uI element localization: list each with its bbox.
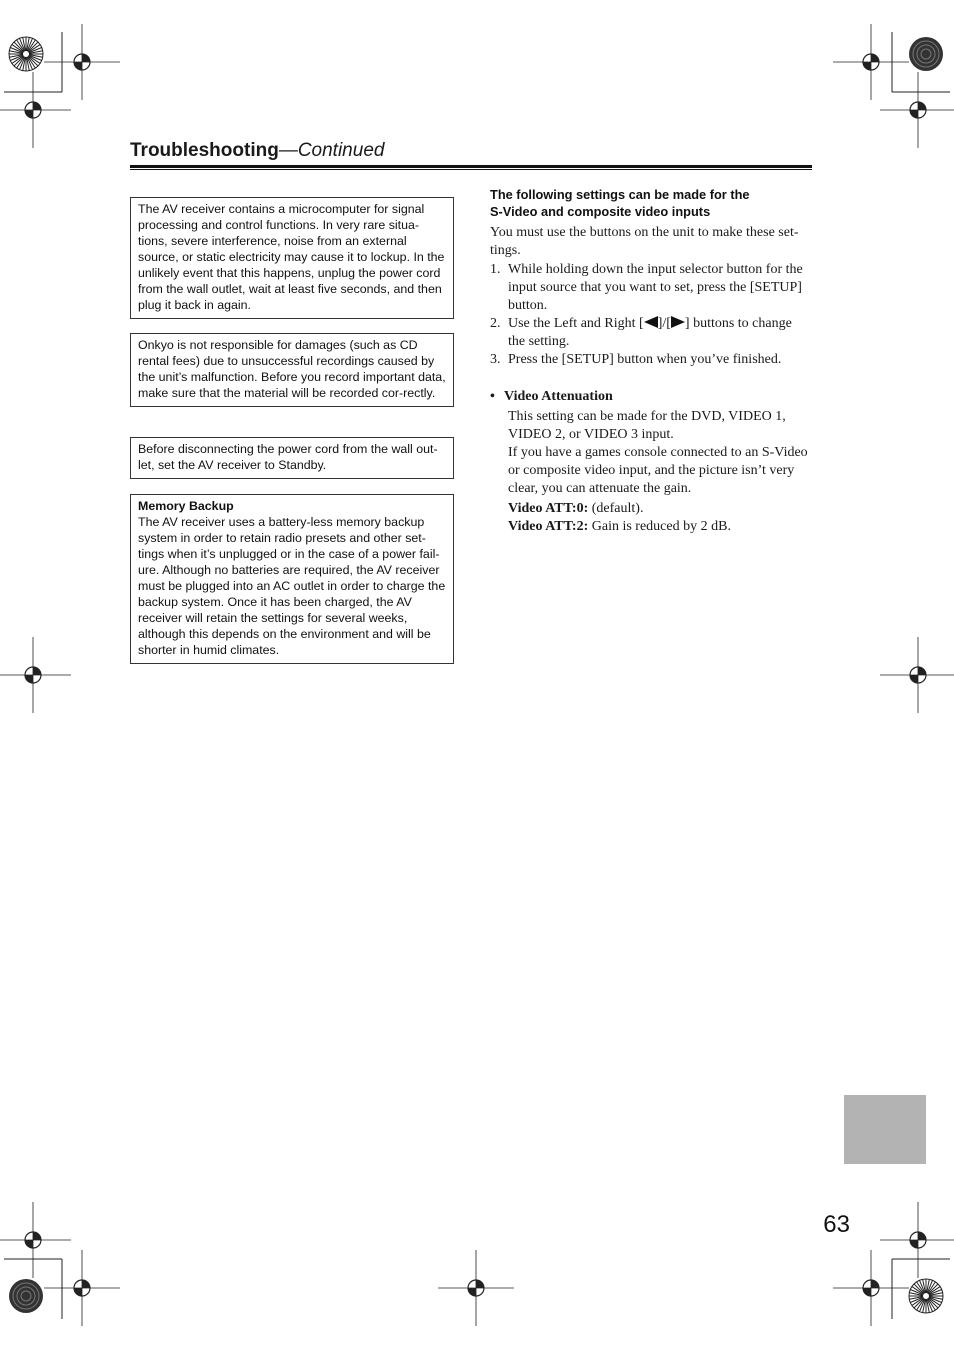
section-heading-line2: S-Video and composite video inputs [490, 204, 711, 219]
option-desc: (default). [588, 501, 644, 516]
page-header [130, 138, 812, 164]
section-intro: You must use the buttons on the unit to make these set-tings. [490, 225, 799, 258]
option-row [490, 500, 812, 518]
section-heading [490, 186, 812, 220]
step-text: Press the [SETUP] button when you’ve finished. [508, 352, 782, 367]
notice-text: Before disconnecting the power cord from the wall out-let, set the AV receiver to Standby. [138, 442, 438, 472]
step-number: 1. [490, 262, 501, 277]
option-desc: Gain is reduced by 2 dB. [588, 519, 731, 534]
header-rule-thin [130, 169, 812, 170]
step-text-before: Use the Left and Right [ [508, 316, 644, 331]
option-label: Video ATT:2: [508, 519, 589, 534]
memory-backup-text: The AV receiver uses a battery-less memory backup system in order to retain radio presets and other set-tings when it’s unplugged or in the case of a power fail-ure. Although no batteries are required, the AV receiver must be plugged into an AC outlet in order to charge the backup system. Once it has been charged, the AV receiver will retain the settings for several weeks, although this depends on the environment and will be shorter in humid climates. [138, 515, 446, 657]
option-row [490, 518, 812, 536]
page-number: 63 [823, 1211, 850, 1238]
step-text-after: ] buttons to change the setting. [508, 316, 792, 349]
step-item [490, 315, 812, 351]
page-title [130, 138, 812, 164]
section-tab [844, 1095, 926, 1164]
section-heading-line1: The following settings can be made for the [490, 187, 750, 202]
bullet-video-attenuation [490, 388, 812, 406]
title-continued: —Continued [278, 140, 385, 161]
title-main: Troubleshooting [130, 140, 279, 161]
bullet-para2: If you have a games console connected to an S-Video or composite video input, and the picture isn’t very clear, you can attenuate the gain. [508, 445, 808, 496]
notice-box-microcomputer [130, 197, 454, 319]
memory-backup-title: Memory Backup [138, 499, 234, 513]
bullet-para1: This setting can be made for the DVD, VIDEO 1, VIDEO 2, or VIDEO 3 input. [508, 409, 786, 442]
header-rule [130, 165, 812, 168]
step-item [490, 351, 812, 369]
step-item [490, 261, 812, 315]
notice-box-disconnect [130, 437, 454, 479]
option-label: Video ATT:0: [508, 501, 589, 516]
step-text: While holding down the input selector button for the input source that you want to set, press the [SETUP] button. [508, 262, 803, 313]
video-settings-section [490, 186, 812, 536]
bullet-title: Video Attenuation [504, 389, 613, 404]
notice-box-memory-backup [130, 494, 454, 664]
step-text-mid: ]/[ [657, 316, 671, 331]
notice-box-responsibility [130, 333, 454, 407]
step-number: 3. [490, 352, 501, 367]
left-triangle-icon [644, 316, 658, 328]
notice-text: Onkyo is not responsible for damages (such as CD rental fees) due to unsuccessful recordings caused by the unit’s malfunction. Before you record important data, make sure that the material will be recorded cor-rectly. [138, 338, 446, 400]
bullet-marker: • [490, 389, 495, 404]
right-triangle-icon [671, 316, 685, 328]
step-number: 2. [490, 316, 501, 331]
notice-text: The AV receiver contains a microcomputer for signal processing and control functions. In very rare situa-tions, severe interference, noise from an external source, or static electricity may cause it to lockup. In the unlikely event that this happens, unplug the power cord from the wall outlet, wait at least five seconds, and then plug it back in again. [138, 202, 445, 312]
steps-list [490, 261, 812, 369]
